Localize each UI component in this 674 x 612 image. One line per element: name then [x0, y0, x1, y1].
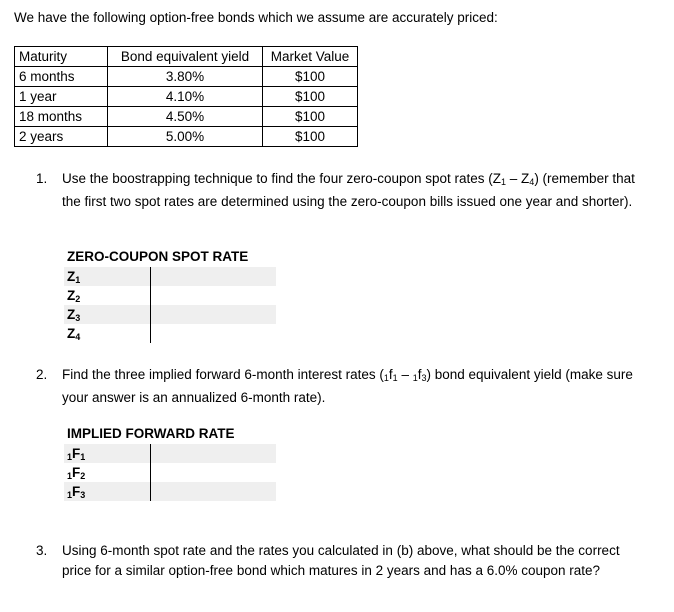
table-row	[64, 267, 276, 286]
cell-maturity: 2 years	[15, 127, 108, 147]
row-label: $1F_2$	[67, 465, 86, 481]
cell-maturity: 6 months	[15, 67, 108, 87]
answer-cell[interactable]	[150, 305, 276, 324]
cell-yield: 5.00%	[108, 127, 263, 147]
row-label: $Z_3$	[67, 307, 81, 323]
answer-cell[interactable]	[150, 286, 276, 305]
table-row	[64, 444, 276, 463]
table-row	[15, 107, 358, 127]
question-text: Use the boostrapping technique to find the four zero-coupon spot rates $(Z_1 - Z_4)$ (remember that the first two spot rates are determined using the zero-coupon bills issued one year and shorter).	[62, 171, 635, 209]
answer-cell[interactable]	[150, 267, 276, 286]
answer-cell[interactable]	[150, 324, 276, 343]
cell-yield: 3.80%	[108, 67, 263, 87]
row-label: $1F_1$	[67, 446, 86, 462]
cell-value: $100	[263, 67, 358, 87]
row-label: $Z_1$	[67, 269, 81, 285]
table-row	[64, 482, 276, 501]
row-label: $1F_3$	[67, 484, 86, 500]
table-row	[15, 127, 358, 147]
cell-value: $100	[263, 127, 358, 147]
question-3	[36, 541, 636, 581]
header-market-value: Market Value	[263, 47, 358, 67]
spot-rate-answer-table	[64, 247, 276, 343]
table-row	[64, 286, 276, 305]
table-row	[15, 67, 358, 87]
question-number: 1.	[36, 171, 48, 186]
question-text: Find the three implied forward 6-month interest rates $(1f_1 - 1f_3)$ bond equivalent yield (make sure your answer is an annualized 6-month rate).	[62, 367, 633, 405]
intro-text: We have the following option-free bonds which we assume are accurately priced:	[14, 10, 498, 25]
table-row	[64, 305, 276, 324]
answer-cell[interactable]	[150, 444, 276, 463]
forward-rate-title: IMPLIED FORWARD RATE	[67, 426, 235, 441]
table-row	[64, 463, 276, 482]
question-2	[36, 365, 636, 408]
bond-table-header	[15, 47, 358, 67]
cell-value: $100	[263, 87, 358, 107]
cell-yield: 4.10%	[108, 87, 263, 107]
cell-value: $100	[263, 107, 358, 127]
cell-maturity: 18 months	[15, 107, 108, 127]
question-text: Using 6-month spot rate and the rates you calculated in (b) above, what should be the correct price for a similar option-free bond which matures in 2 years and has a 6.0% coupon rate?	[62, 543, 620, 578]
cell-yield: 4.50%	[108, 107, 263, 127]
answer-cell[interactable]	[150, 482, 276, 501]
question-number: 3.	[36, 543, 48, 558]
answer-cell[interactable]	[150, 463, 276, 482]
forward-rate-answer-table	[64, 424, 276, 501]
question-number: 2.	[36, 367, 48, 382]
header-maturity: Maturity	[15, 47, 108, 67]
bond-table	[14, 46, 358, 147]
spot-rate-title: ZERO-COUPON SPOT RATE	[67, 249, 249, 264]
question-1	[36, 169, 636, 212]
table-row	[64, 324, 276, 343]
cell-maturity: 1 year	[15, 87, 108, 107]
row-label: $Z_2$	[67, 288, 81, 304]
row-label: $Z_4$	[67, 326, 81, 342]
table-row	[15, 87, 358, 107]
header-yield: Bond equivalent yield	[108, 47, 263, 67]
